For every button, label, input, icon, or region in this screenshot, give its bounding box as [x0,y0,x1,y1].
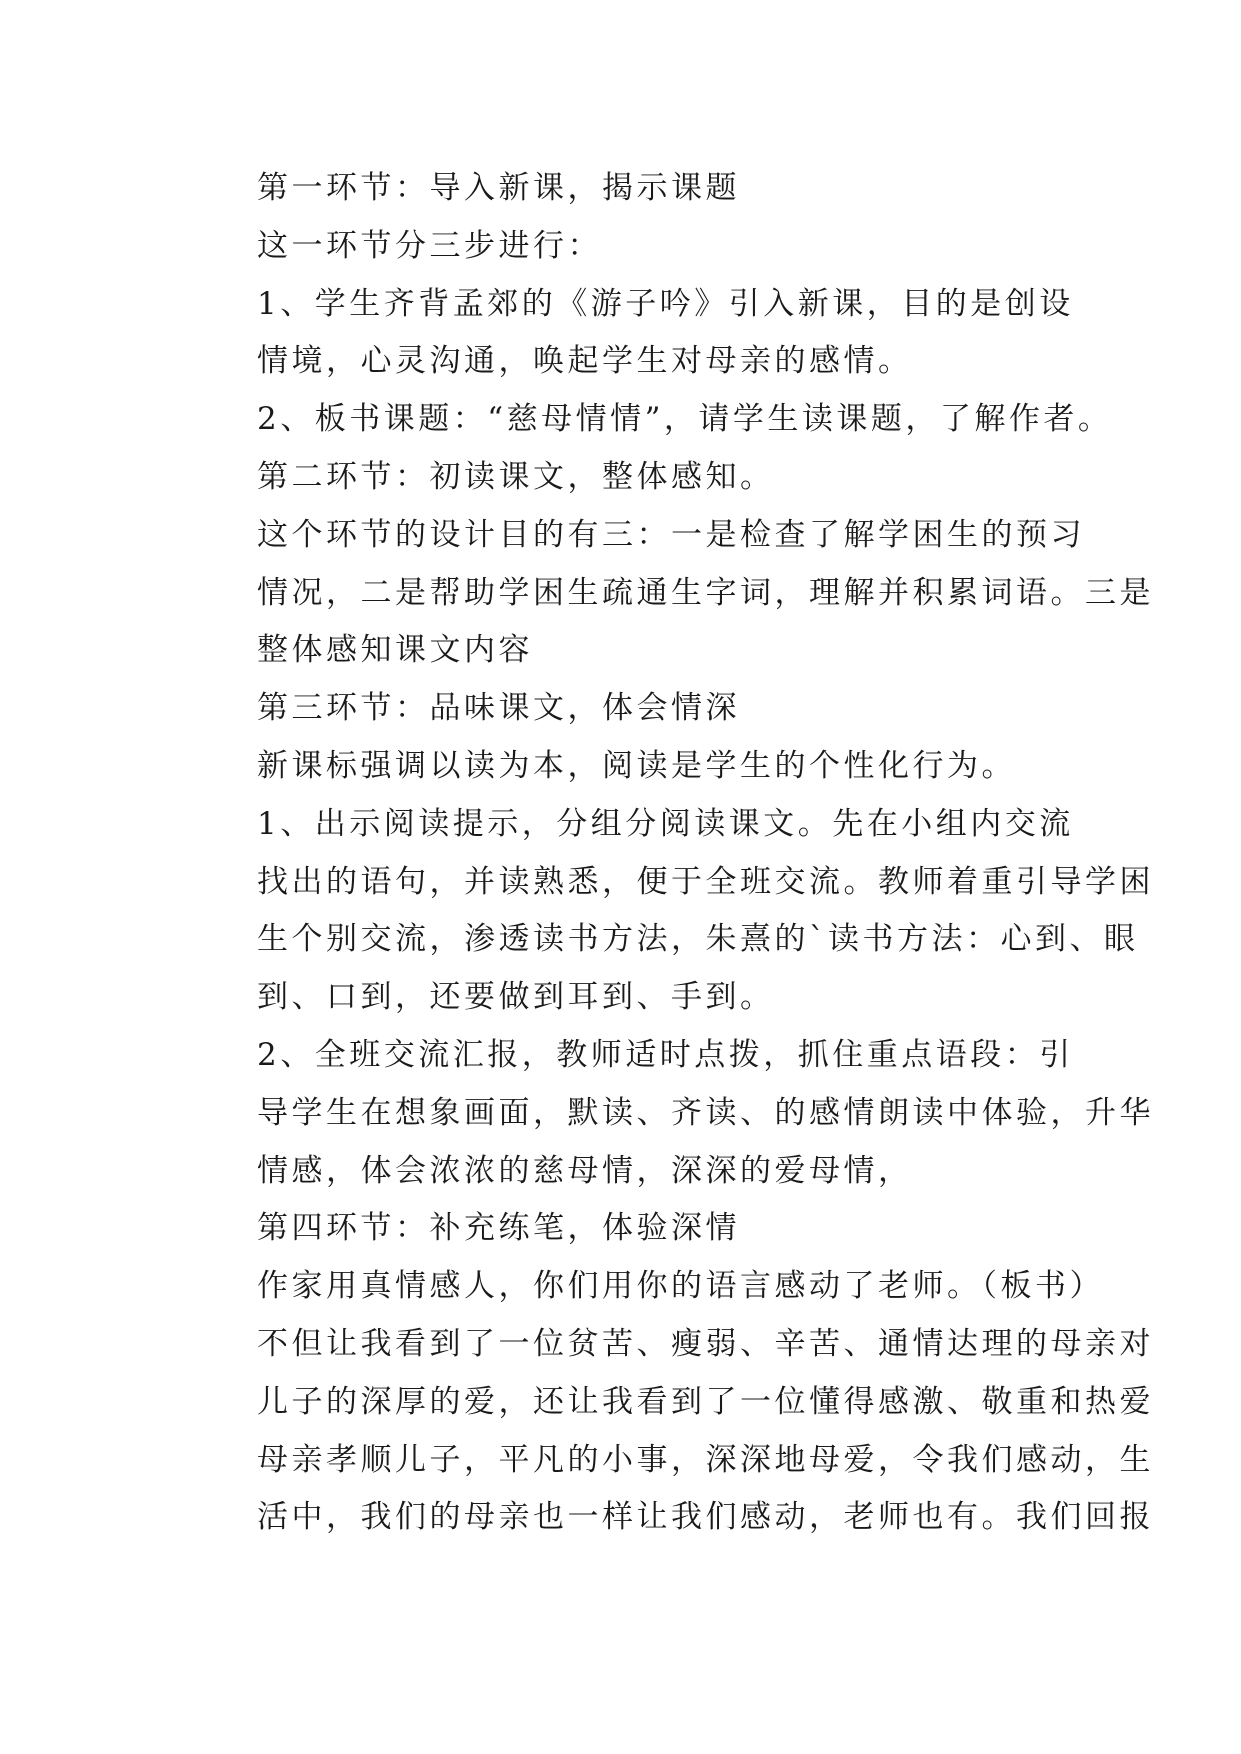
document-body [191,160,1154,1547]
paragraph [191,680,1051,738]
text-line: 这个环节的设计目的有三：一是检查了解学困生的预习 [257,516,1085,553]
text-line: 2、全班交流汇报，教师适时点拨，抓住重点语段：引 [257,1036,1074,1073]
text-line: 第二环节：初读课文，整体感知。 [257,458,775,495]
paragraph [191,218,1051,276]
paragraph [191,276,1074,392]
text-line: 整体感知课文内容 [257,632,533,669]
text-line: 第四环节：补充练笔，体验深情 [257,1210,740,1247]
text-line: 母亲孝顺儿子，平凡的小事，深深地母爱，令我们感动，生 [257,1441,1154,1478]
text-line: 生个别交流，渗透读书方法，朱熹的`读书方法：心到、眼 [257,921,1139,958]
paragraph [191,1258,1154,1547]
paragraph [191,160,1051,218]
text-line: 情况，二是帮助学困生疏通生字词，理解并积累词语。三是 [257,574,1154,611]
text-line: 儿子的深厚的爱，还让我看到了一位懂得感激、敬重和热爱 [257,1383,1154,1420]
paragraph [191,1027,1154,1200]
text-line: 情境，心灵沟通，唤起学生对母亲的感情。 [257,343,913,380]
text-line: 到、口到，还要做到耳到、手到。 [257,979,775,1016]
text-line: 不但让我看到了一位贫苦、瘦弱、辛苦、通情达理的母亲对 [257,1325,1154,1362]
paragraph [191,507,1154,680]
paragraph [191,738,1051,796]
paragraph [191,796,1154,1027]
text-line: 导学生在想象画面，默读、齐读、的感情朗读中体验，升华 [257,1094,1154,1131]
text-line: 2、板书课题：“慈母情情”，请学生读课题，了解作者。 [257,401,1113,438]
paragraph [191,449,1051,507]
paragraph [191,1200,1051,1258]
text-line: 新课标强调以读为本，阅读是学生的个性化行为。 [257,747,1016,784]
text-line: 第三环节：品味课文，体会情深 [257,690,740,727]
text-line: 情感，体会浓浓的慈母情，深深的爱母情， [257,1152,913,1189]
text-line: 作家用真情感人，你们用你的语言感动了老师。（板书） [257,1268,1104,1305]
text-line: 1、出示阅读提示，分组分阅读课文。先在小组内交流 [257,805,1074,842]
paragraph [191,391,1113,449]
text-line: 活中，我们的母亲也一样让我们感动，老师也有。我们回报 [257,1499,1154,1536]
text-line: 这一环节分三步进行： [257,227,602,264]
text-line: 找出的语句，并读熟悉，便于全班交流。教师着重引导学困 [257,863,1154,900]
text-line: 第一环节：导入新课，揭示课题 [257,170,740,206]
text-line: 1、学生齐背孟郊的《游子吟》引入新课，目的是创设 [257,285,1074,322]
